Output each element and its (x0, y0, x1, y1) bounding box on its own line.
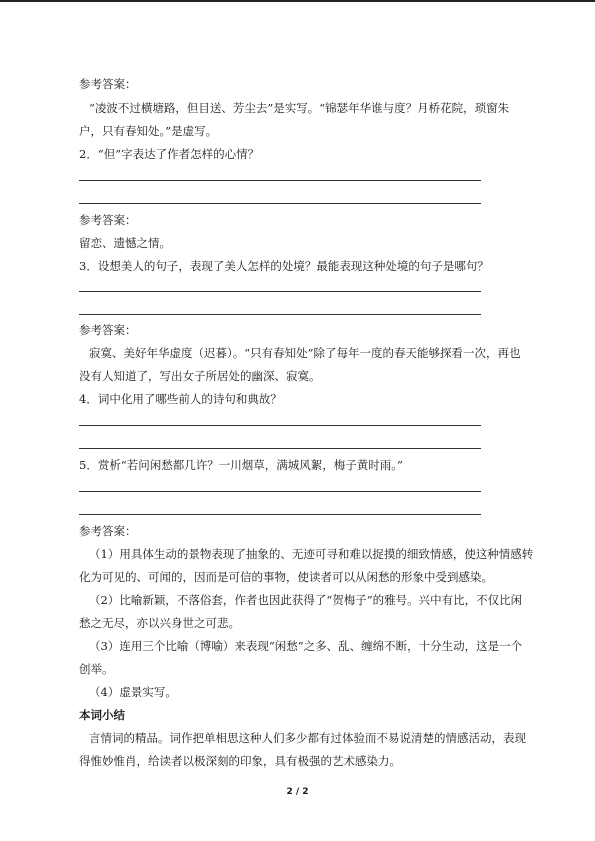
q5-answer-blank-1 (79, 491, 481, 492)
q5-point-3-line-1: （3）连用三个比喻（博喻）来表现“闲愁”之多、乱、缠绵不断，十分生动，这是一个 (89, 639, 523, 653)
q1-answer-line-1: “凌波不过横塘路，但目送、芳尘去”是实写。“锦瑟年华谁与度？月桥花院，琐窗朱 (89, 101, 510, 115)
q4-answer-blank-1 (79, 425, 481, 426)
q1-answer-label: 参考答案： (79, 77, 137, 91)
q5-answer-blank-2 (79, 514, 481, 515)
q3-answer-label: 参考答案： (79, 323, 137, 337)
q5-point-2-line-1: （2）比喻新颖，不落俗套，作者也因此获得了“贺梅子”的雅号。兴中有比，不仅比闲 (89, 593, 523, 607)
q5-point-1-line-2: 化为可见的、可闻的，因而是可信的事物，使读者可以从闲愁的形象中受到感染。 (79, 570, 493, 584)
q1-answer-line-2: 户，只有春知处。”是虚写。 (79, 124, 218, 138)
q5-point-1-line-1: （1）用具体生动的景物表现了抽象的、无迹可寻和难以捉摸的细致情感，使这种情感转 (89, 547, 534, 561)
q5-point-3-line-2: 创举。 (79, 662, 114, 676)
q3-answer-line-2: 没有人知道了，写出女子所居处的幽深、寂寞。 (79, 369, 321, 383)
q5-answer-label: 参考答案： (79, 524, 137, 538)
top-border-rule (0, 0, 595, 2)
q2-answer-blank-1 (79, 180, 481, 181)
q3-answer-line-1: 寂寞、美好年华虚度（迟暮）。“只有春知处”除了每年一度的春天能够探看一次，再也 (89, 346, 521, 360)
q2-question: 2．“但”字表达了作者怎样的心情？ (79, 147, 260, 161)
q2-answer-blank-2 (79, 203, 481, 204)
q4-question: 4．词中化用了哪些前人的诗句和典故？ (79, 392, 282, 406)
q3-answer-blank-1 (79, 291, 481, 292)
q2-answer-label: 参考答案： (79, 213, 137, 227)
summary-line-2: 得惟妙惟肖，给读者以极深刻的印象，具有极强的艺术感染力。 (79, 754, 401, 768)
q2-answer: 留恋、遗憾之情。 (79, 236, 171, 250)
summary-heading: 本词小结 (79, 708, 125, 722)
summary-line-1: 言情词的精品。词作把单相思这种人们多少都有过体验而不易说清楚的情感活动，表现 (89, 731, 526, 745)
page-number: 2 / 2 (286, 787, 309, 797)
q3-answer-blank-2 (79, 314, 481, 315)
q5-point-2-line-2: 愁之无尽，亦以兴身世之可悲。 (79, 616, 240, 630)
q5-point-4: （4）虚景实写。 (89, 685, 177, 699)
q3-question: 3．设想美人的句子，表现了美人怎样的处境？最能表现这种处境的句子是哪句？ (79, 259, 489, 273)
q4-answer-blank-2 (79, 448, 481, 449)
q5-question: 5．赏析“若问闲愁都几许？一川烟草，满城风絮，梅子黄时雨。” (79, 458, 403, 472)
